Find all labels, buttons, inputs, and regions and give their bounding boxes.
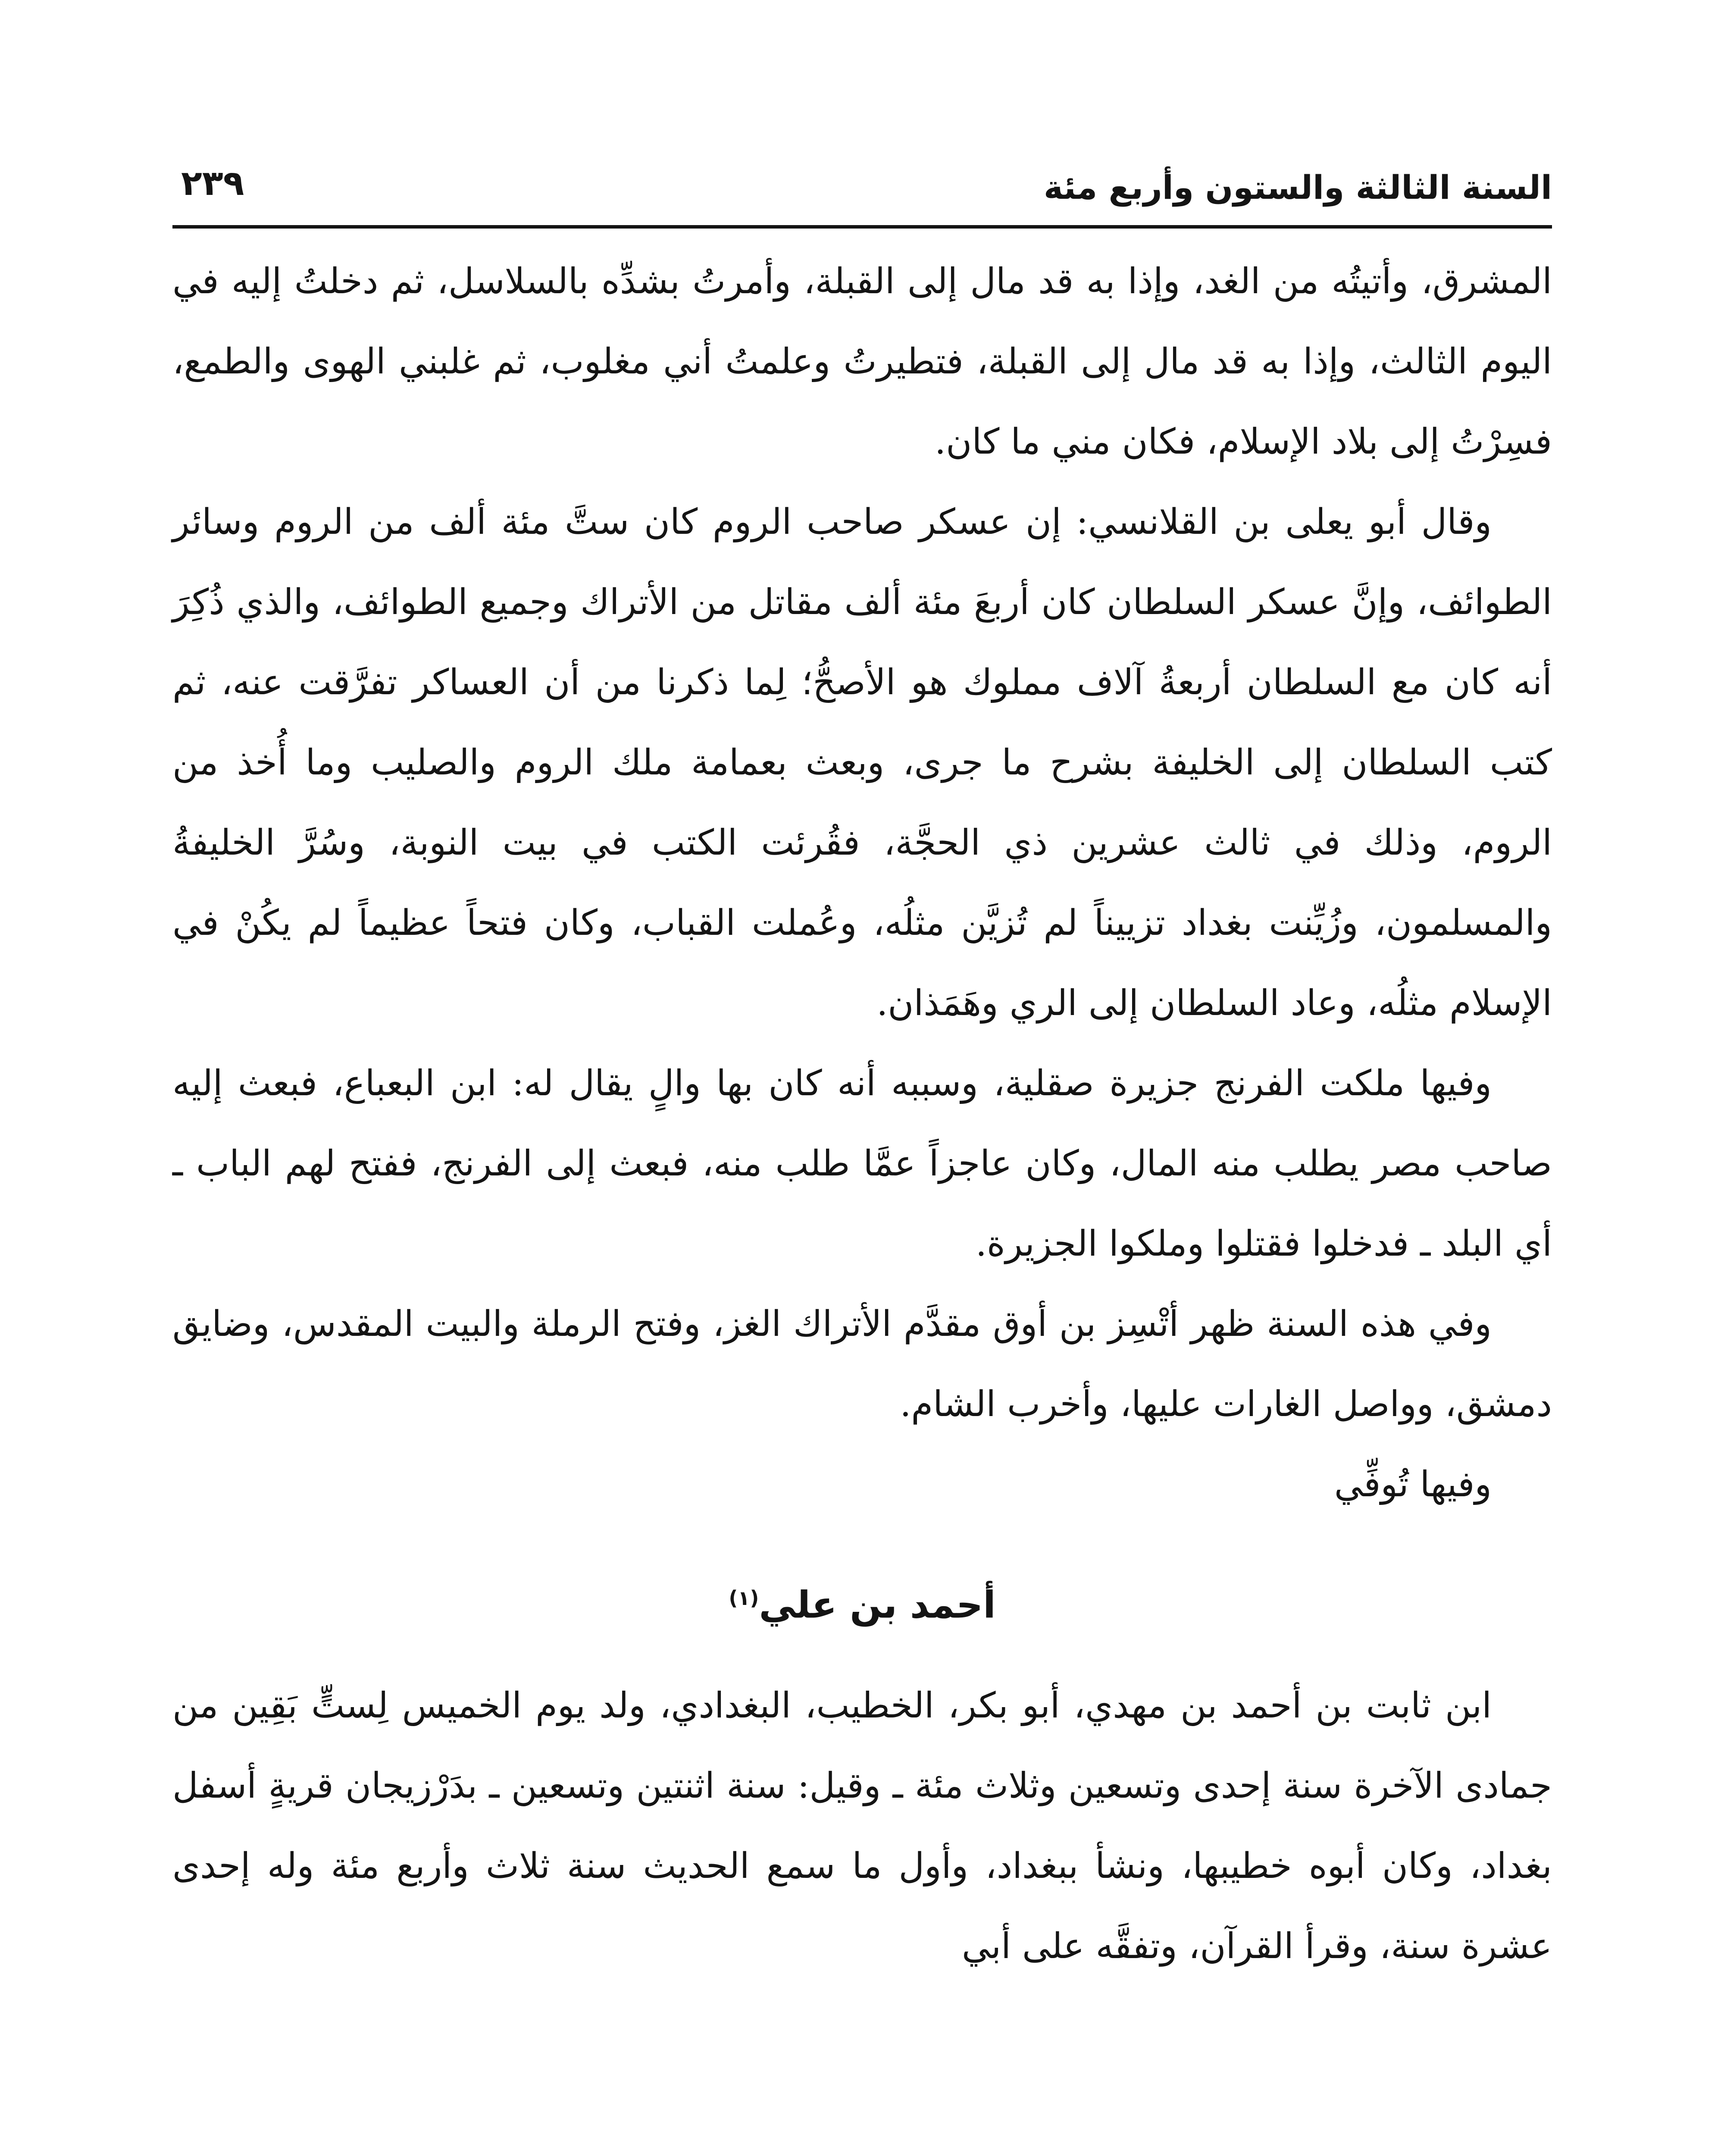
page-number: ٢٣٩	[181, 163, 244, 203]
paragraph-atsiz: وفي هذه السنة ظهر أتْسِز بن أوق مقدَّم الأتراك الغز، وفتح الرملة والبيت المقدس، وضايق دمشق، وواصل الغارات عليها، وأخرب الشام.	[172, 1304, 1552, 1425]
header-rule	[172, 225, 1552, 229]
biography-name: أحمد بن علي	[759, 1583, 996, 1627]
page-header	[172, 155, 1552, 220]
paragraph-biography: ابن ثابت بن أحمد بن مهدي، أبو بكر، الخطيب، البغدادي، ولد يوم الخميس لِستٍّ بَقِين من جمادى الآخرة سنة إحدى وتسعين وثلاث مئة ـ وقيل: سنة اثنتين وتسعين ـ بدَرْزيجان قريةٍ أسفل بغداد، وكان أبوه خطيبها، ونشأ ببغداد، وأول ما سمع الحديث سنة ثلاث وأربع مئة وله إحدى عشرة سنة، وقرأ القرآن، وتفقَّه على أبي	[172, 1685, 1552, 1967]
footnote-marker: (١)	[729, 1586, 759, 1610]
paragraph-continuation: المشرق، وأتيتُه من الغد، وإذا به قد مال إلى القبلة، وأمرتُ بشدِّه بالسلاسل، ثم دخلتُ إليه في اليوم الثالث، وإذا به قد مال إلى القبلة، فتطيرتُ وعلمتُ أني مغلوب، ثم غلبني الهوى والطمع، فسِرْتُ إلى بلاد الإسلام، فكان مني ما كان.	[172, 261, 1552, 462]
deaths-line: وفيها تُوفِّي	[1334, 1464, 1492, 1505]
main-text	[172, 241, 1552, 1987]
paragraph-sicily: وفيها ملكت الفرنج جزيرة صقلية، وسببه أنه كان بها والٍ يقال له: ابن البعباع، فبعث إليه صاحب مصر يطلب منه المال، وكان عاجزاً عمَّا طلب منه، فبعث إلى الفرنج، ففتح لهم الباب ـ أي البلد ـ فدخلوا فقتلوا وملكوا الجزيرة.	[172, 1063, 1552, 1264]
paragraph-ibn-qalanisi: وقال أبو يعلى بن القلانسي: إن عسكر صاحب الروم كان ستَّ مئة ألف من الروم وسائر الطوائف، وإنَّ عسكر السلطان كان أربعَ مئة ألف مقاتل من الأتراك وجميع الطوائف، والذي ذُكِرَ أنه كان مع السلطان أربعةُ آلاف مملوك هو الأصحُّ؛ لِما ذكرنا من أن العساكر تفرَّقت عنه، ثم كتب السلطان إلى الخليفة بشرح ما جرى، وبعث بعمامة ملك الروم والصليب وما أُخذ من الروم، وذلك في ثالث عشرين ذي الحجَّة، فقُرئت الكتب في بيت النوبة، وسُرَّ الخليفةُ والمسلمون، وزُيِّنت بغداد تزييناً لم تُزيَّن مثلُه، وعُملت القباب، وكان فتحاً عظيماً لم يكُنْ في الإسلام مثلُه، وعاد السلطان إلى الري وهَمَذان.	[172, 501, 1552, 1024]
biography-heading	[172, 1564, 1552, 1640]
running-title: السنة الثالثة والستون وأربع مئة	[1043, 168, 1552, 207]
